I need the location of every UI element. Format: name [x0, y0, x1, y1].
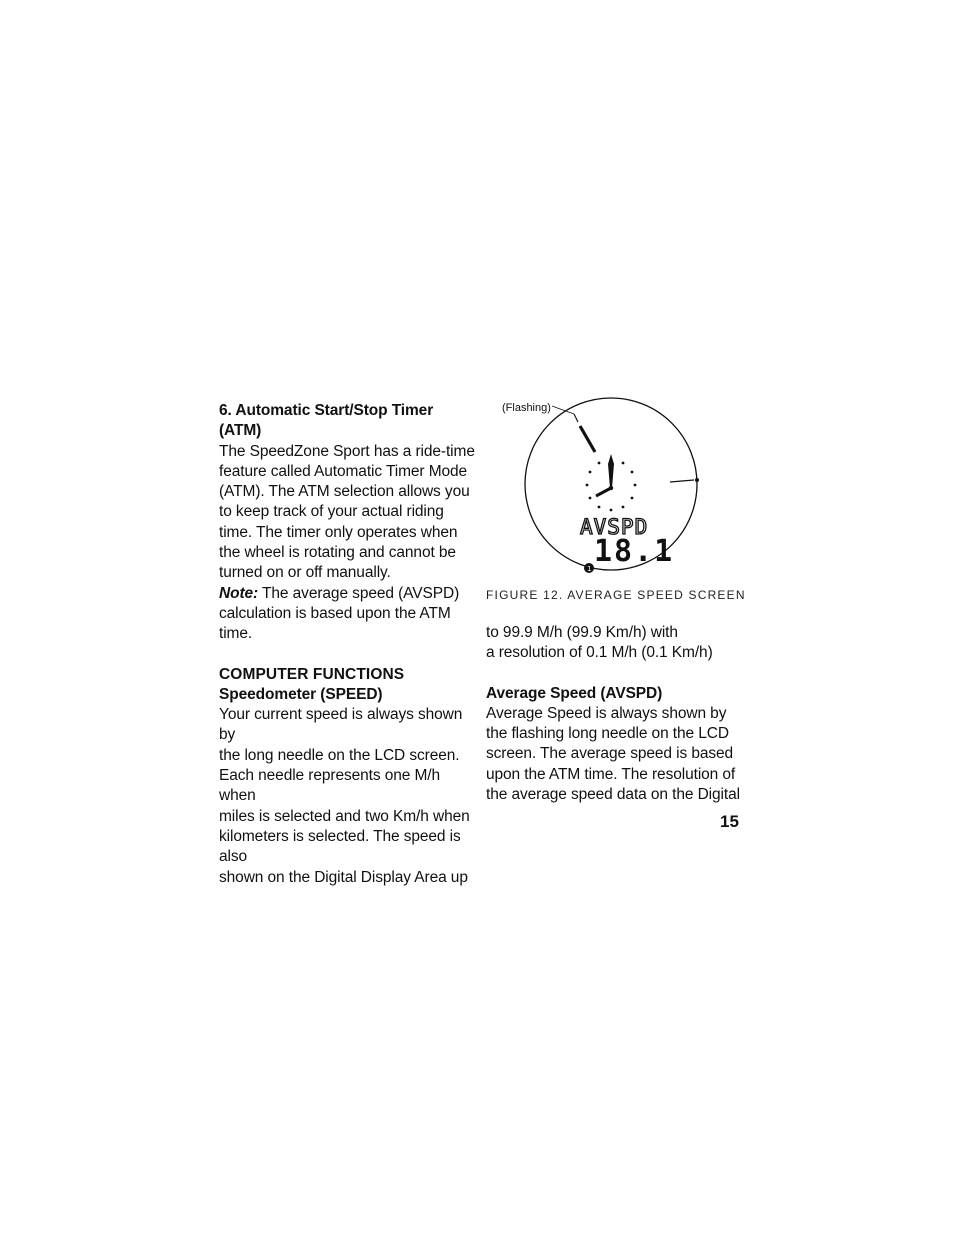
lcd-mode-label: AVSPD — [580, 515, 649, 539]
continued-line: a resolution of 0.1 M/h (0.1 Km/h) — [486, 644, 713, 662]
atm-line: turned on or off manually. — [219, 564, 391, 582]
note-label: Note: — [219, 584, 259, 602]
atm-line: The SpeedZone Sport has a ride-time — [219, 442, 475, 460]
right-column — [486, 623, 744, 805]
average-speed-screen-figure — [498, 396, 708, 582]
atm-section-heading: 6. Automatic Start/Stop Timer (ATM) — [219, 402, 434, 440]
avspd-line: Average Speed is always shown by — [486, 704, 727, 722]
computer-functions-heading: COMPUTER FUNCTIONS — [219, 665, 405, 683]
avspd-heading: Average Speed (AVSPD) — [486, 684, 663, 702]
clock-icon — [586, 454, 637, 511]
avspd-line: screen. The average speed is based — [486, 745, 734, 763]
speed-line: kilometers is selected. The speed is also — [219, 827, 461, 866]
note-line — [219, 584, 477, 604]
left-column — [219, 401, 477, 888]
atm-line: the wheel is rotating and cannot be — [219, 544, 456, 562]
svg-text:1: 1 — [587, 565, 592, 573]
lcd-readout — [580, 515, 674, 569]
avspd-line: the flashing long needle on the LCD — [486, 725, 729, 743]
note-text: The average speed (AVSPD) — [258, 584, 460, 602]
atm-line: time. The timer only operates when — [219, 523, 458, 541]
avspd-needle — [580, 426, 595, 452]
page-number: 15 — [720, 812, 739, 831]
speed-needle-tip — [695, 478, 699, 482]
atm-line: feature called Automatic Timer Mode — [219, 462, 468, 480]
avspd-needle-outer — [574, 414, 578, 422]
lcd-speed-value: 18.1 — [594, 534, 675, 569]
speed-line: miles is selected and two Km/h when — [219, 807, 470, 825]
flashing-label: (Flashing) — [502, 402, 551, 414]
speed-needle — [670, 480, 694, 482]
avspd-line: upon the ATM time. The resolution of — [486, 765, 736, 783]
note-line: calculation is based upon the ATM — [219, 604, 451, 622]
note-line: time. — [219, 625, 253, 643]
avspd-line: the average speed data on the Digital — [486, 786, 740, 804]
speedometer-heading: Speedometer (SPEED) — [219, 685, 383, 703]
atm-line: (ATM). The ATM selection allows you — [219, 483, 470, 501]
continued-line: to 99.9 M/h (99.9 Km/h) with — [486, 624, 678, 641]
speed-line: shown on the Digital Display Area up — [219, 868, 468, 886]
speed-line: Your current speed is always shown by — [219, 706, 463, 744]
speed-line: Each needle represents one M/h when — [219, 767, 441, 805]
figure-caption: FIGURE 12. AVERAGE SPEED SCREEN — [486, 588, 746, 602]
speed-line: the long needle on the LCD screen. — [219, 746, 460, 764]
atm-line: to keep track of your actual riding — [219, 503, 444, 521]
